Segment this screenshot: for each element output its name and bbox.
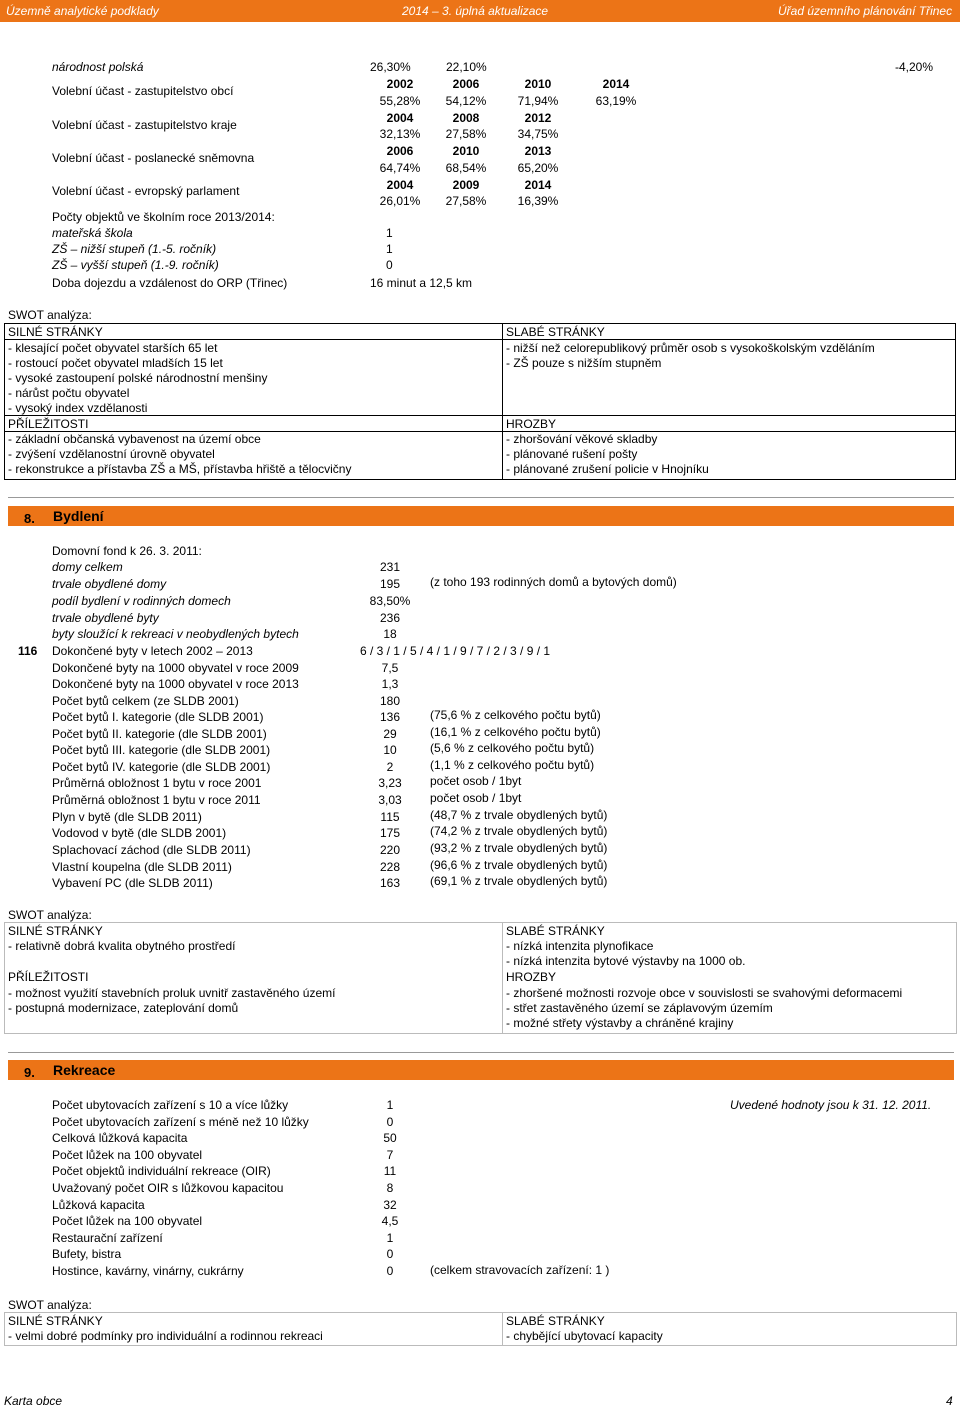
swot-divider [502, 1312, 503, 1346]
vu-evr-label: Volební účast - evropský parlament [52, 184, 240, 198]
rekreace-row-label: Počet ubytovacích zařízení s méně než 10 lůžky [52, 1115, 309, 1129]
bydleni-row-value: 6 / 3 / 1 / 5 / 4 / 1 / 9 / 7 / 2 / 3 / 9 / 1 [359, 644, 551, 658]
swot-threat: - plánované rušení pošty [506, 447, 638, 461]
swot-table [4, 922, 957, 1034]
swot-rule [4, 415, 955, 416]
bydleni-row-value: 29 [383, 727, 397, 741]
bydleni-row-note: (1,1 % z celkového počtu bytů) [430, 758, 595, 772]
footer-page-number: 4 [946, 1394, 953, 1408]
dojezd-value: 16 minut a 12,5 km [370, 276, 473, 290]
bydleni-row-note: (96,6 % z trvale obydlených bytů) [430, 858, 608, 872]
zs2-label: ZŠ – vyšší stupeň (1.-9. ročník) [52, 258, 219, 272]
bydleni-row-value: 195 [379, 577, 401, 591]
bydleni-row-value: 1,3 [381, 677, 399, 691]
swot-opportunity: - rekonstrukce a přístavba ZŠ a MŠ, přístavba hřiště a tělocvičny [8, 462, 352, 476]
bydleni-row-note: (5,6 % z celkového počtu bytů) [430, 741, 595, 755]
swot-weaknesses-head: SLABÉ STRÁNKY [506, 325, 605, 339]
rekreace-row-value: 11 [383, 1164, 397, 1178]
swot-strength: - nárůst počtu obyvatel [8, 386, 130, 400]
rekreace-row-note: (celkem stravovacích zařízení: 1 ) [430, 1263, 610, 1277]
vu-evr-val: 27,58% [445, 194, 487, 208]
bydleni-row-label: Splachovací záchod (dle SLDB 2011) [52, 843, 251, 857]
bydleni-row-label: Plyn v bytě (dle SLDB 2011) [52, 810, 202, 824]
footer-left: Karta obce [4, 1394, 63, 1408]
swot-threat: - střet zastavěného území se záplavovým územím [506, 1001, 773, 1015]
bydleni-row-label: podíl bydlení v rodinných domech [52, 594, 231, 608]
swot-title: SWOT analýza: [8, 308, 92, 322]
vu-obci-val: 55,28% [379, 94, 421, 108]
swot-weakness: - ZŠ pouze s nižším stupněm [506, 356, 662, 370]
zs1-value: 1 [386, 242, 393, 256]
swot-weaknesses-head: SLABÉ STRÁNKY [506, 924, 605, 938]
swot-strengths-head: SILNÉ STRÁNKY [8, 924, 103, 938]
dojezd-label: Doba dojezdu a vzdálenost do ORP (Třinec) [52, 276, 288, 290]
bydleni-row-note: počet osob / 1byt [430, 774, 522, 788]
bydleni-row-value: 180 [379, 694, 401, 708]
narodnost-label: národnost polská [52, 60, 144, 74]
vu-kraje-year: 2004 [386, 111, 414, 125]
bydleni-row-label: byty sloužící k rekreaci v neobydlených bytech [52, 627, 299, 641]
bydleni-row-note: (69,1 % z trvale obydlených bytů) [430, 874, 608, 888]
vu-snem-val: 68,54% [445, 161, 487, 175]
section-title: Bydlení [53, 508, 104, 524]
rekreace-row-value: 1 [386, 1098, 394, 1112]
vu-snem-val: 65,20% [517, 161, 559, 175]
vu-kraje-year: 2012 [524, 111, 552, 125]
section-number: 8. [24, 511, 35, 526]
bydleni-row-note: (48,7 % z trvale obydlených bytů) [430, 808, 608, 822]
header-left: Územně analytické podklady [6, 4, 159, 18]
swot-opportunity: - možnost využití stavebních proluk uvnitř zastavěného území [8, 986, 336, 1000]
vu-snem-label: Volební účast - poslanecké sněmovna [52, 151, 255, 165]
vu-evr-val: 26,01% [379, 194, 421, 208]
bydleni-row-label: Počet bytů IV. kategorie (dle SLDB 2001) [52, 760, 271, 774]
rekreace-row-value: 4,5 [381, 1214, 399, 1228]
header-center: 2014 – 3. úplná aktualizace [402, 4, 549, 18]
swot-threat: - možné střety výstavby a chráněné krajiny [506, 1016, 734, 1030]
section-9-bar [8, 1060, 954, 1080]
swot-threat: - plánované zrušení policie v Hnojníku [506, 462, 709, 476]
narodnost-v3: -4,20% [895, 60, 934, 74]
bydleni-row-value: 220 [379, 843, 401, 857]
ms-value: 1 [386, 226, 393, 240]
swot-table [4, 1312, 957, 1346]
vu-kraje-val: 27,58% [445, 127, 487, 141]
vu-obci-year: 2010 [524, 77, 552, 91]
bydleni-row-value: 175 [379, 826, 401, 840]
section-divider [8, 1052, 954, 1053]
rekreace-row-label: Bufety, bistra [52, 1247, 122, 1261]
rekreace-row-label: Počet lůžek na 100 obyvatel [52, 1214, 203, 1228]
bydleni-row-label: Počet bytů II. kategorie (dle SLDB 2001) [52, 727, 267, 741]
swot-strength: - relativně dobrá kvalita obytného prostředí [8, 939, 236, 953]
rekreace-row-value: 0 [386, 1247, 394, 1261]
vu-evr-year: 2014 [524, 178, 552, 192]
ms-label: mateřská škola [52, 226, 133, 240]
bydleni-row-value: 228 [379, 860, 401, 874]
swot-opportunity: - zvýšení vzdělanostní úrovně obyvatel [8, 447, 215, 461]
bydleni-row-label: trvale obydlené domy [52, 577, 167, 591]
swot-weakness: - chybějící ubytovací kapacity [506, 1329, 663, 1343]
rekreace-row-value: 32 [383, 1198, 397, 1212]
rekreace-row-label: Restaurační zařízení [52, 1231, 163, 1245]
rekreace-row-value: 7 [386, 1148, 394, 1162]
bydleni-row-label: Dokončené byty v letech 2002 – 2013 [52, 644, 253, 658]
vu-kraje-year: 2008 [452, 111, 480, 125]
swot-opportunity: - postupná modernizace, zateplování domů [8, 1001, 239, 1015]
bydleni-row-value: 10 [383, 743, 397, 757]
vu-obci-year: 2014 [602, 77, 630, 91]
bydleni-row-label: Průměrná obložnost 1 bytu v roce 2001 [52, 776, 262, 790]
rekreace-row-value: 50 [383, 1131, 397, 1145]
swot-divider [502, 922, 503, 1034]
bydleni-row-label: Dokončené byty na 1000 obyvatel v roce 2013 [52, 677, 299, 691]
swot-strengths-head: SILNÉ STRÁNKY [8, 1314, 103, 1328]
vu-evr-val: 16,39% [517, 194, 559, 208]
bydleni-row-label: trvale obydlené byty [52, 611, 159, 625]
bydleni-row-value: 136 [379, 710, 401, 724]
page-header [0, 0, 960, 22]
vu-snem-val: 64,74% [379, 161, 421, 175]
vu-obci-year: 2006 [452, 77, 480, 91]
bydleni-row-value: 231 [379, 560, 401, 574]
rekreace-row-label: Počet objektů individuální rekreace (OIR) [52, 1164, 271, 1178]
section-8-bar [8, 506, 954, 526]
swot-weakness: - nižší než celorepublikový průměr osob s vysokoškolským vzděláním [506, 341, 875, 355]
swot-divider [502, 323, 503, 480]
bydleni-row-note: (93,2 % z trvale obydlených bytů) [430, 841, 608, 855]
swot-opportunities-head: PŘÍLEŽITOSTI [8, 970, 89, 984]
bydleni-row-value: 2 [386, 760, 394, 774]
bydleni-row-label: Počet bytů I. kategorie (dle SLDB 2001) [52, 710, 264, 724]
swot-strength: - klesající počet obyvatel starších 65 let [8, 341, 218, 355]
swot-threats-head: HROZBY [506, 417, 557, 431]
vu-obci-year: 2002 [386, 77, 414, 91]
swot-strength: - rostoucí počet obyvatel mladších 15 let [8, 356, 223, 370]
bydleni-row-label: Vodovod v bytě (dle SLDB 2001) [52, 826, 227, 840]
vu-kraje-label: Volební účast - zastupitelstvo kraje [52, 118, 237, 132]
zs2-value: 0 [386, 258, 393, 272]
header-right: Úřad územního plánování Třinec [778, 4, 953, 18]
bydleni-row-value: 115 [380, 810, 400, 824]
bydleni-row-label: Počet bytů celkem (ze SLDB 2001) [52, 694, 239, 708]
bydleni-row-label: Průměrná obložnost 1 bytu v roce 2011 [52, 793, 261, 807]
pocty-label: Počty objektů ve školním roce 2013/2014: [52, 210, 275, 224]
bydleni-row-value: 3,03 [378, 793, 402, 807]
rekreace-row-label: Počet ubytovacích zařízení s 10 a více lůžky [52, 1098, 289, 1112]
bydleni-row-value: 18 [383, 627, 397, 641]
vu-snem-year: 2006 [386, 144, 414, 158]
bydleni-row-value: 7,5 [381, 661, 399, 675]
rekreace-row-value: 0 [386, 1264, 394, 1278]
bydleni-row-label: Vybavení PC (dle SLDB 2011) [52, 876, 213, 890]
rekreace-row-label: Počet lůžek na 100 obyvatel [52, 1148, 203, 1162]
vu-evr-year: 2004 [386, 178, 414, 192]
rekreace-row-label: Lůžková kapacita [52, 1198, 145, 1212]
swot-strengths-head: SILNÉ STRÁNKY [8, 325, 103, 339]
bydleni-row-value: 83,50% [369, 594, 411, 608]
vu-obci-label: Volební účast - zastupitelstvo obcí [52, 84, 234, 98]
bydleni-row-note: (16,1 % z celkového počtu bytů) [430, 725, 601, 739]
bydleni-row-note: (z toho 193 rodinných domů a bytových domů) [430, 575, 677, 589]
bydleni-row-value: 236 [379, 611, 401, 625]
swot-strength: - velmi dobré podmínky pro individuální a rodinnou rekreaci [8, 1329, 323, 1343]
bydleni-row-value: 163 [379, 876, 401, 890]
zs1-label: ZŠ – nižší stupeň (1.-5. ročník) [52, 242, 217, 256]
rekreace-row-label: Hostince, kavárny, vinárny, cukrárny [52, 1264, 244, 1278]
swot-opportunities-head: PŘÍLEŽITOSTI [8, 417, 89, 431]
swot-weakness: - nízká intenzita bytové výstavby na 1000 ob. [506, 954, 746, 968]
vu-snem-year: 2013 [524, 144, 552, 158]
side-page-number: 116 [18, 644, 38, 658]
bydleni-row-note: (74,2 % z trvale obydlených bytů) [430, 824, 608, 838]
bydleni-row-note: počet osob / 1byt [430, 791, 522, 805]
swot-opportunity: - základní občanská vybavenost na území obce [8, 432, 261, 446]
swot-rule [4, 339, 955, 340]
bydleni-row-label: Vlastní koupelna (dle SLDB 2011) [52, 860, 232, 874]
bydleni-row-value: 3,23 [378, 776, 402, 790]
bydleni-row-note: (75,6 % z celkového počtu bytů) [430, 708, 601, 722]
narodnost-v1: 26,30% [370, 60, 411, 74]
swot-weaknesses-head: SLABÉ STRÁNKY [506, 1314, 605, 1328]
narodnost-v2: 22,10% [446, 60, 487, 74]
vu-obci-val: 71,94% [517, 94, 559, 108]
swot-weakness: - nízká intenzita plynofikace [506, 939, 654, 953]
vu-kraje-val: 32,13% [379, 127, 421, 141]
rekreace-row-label: Uvažovaný počet OIR s lůžkovou kapacitou [52, 1181, 284, 1195]
vu-obci-val: 54,12% [445, 94, 487, 108]
rekreace-row-label: Celková lůžková kapacita [52, 1131, 188, 1145]
section-divider [8, 497, 954, 498]
section-number: 9. [24, 1065, 35, 1080]
vu-kraje-val: 34,75% [517, 127, 559, 141]
swot-title: SWOT analýza: [8, 1298, 92, 1312]
rekreace-note: Uvedené hodnoty jsou k 31. 12. 2011. [730, 1098, 932, 1112]
bydleni-row-label: domy celkem [52, 560, 123, 574]
swot-threat: - zhoršené možnosti rozvoje obce v souvislosti se svahovými deformacemi [506, 986, 903, 1000]
swot-strength: - vysoký index vzdělanosti [8, 401, 148, 415]
swot-title: SWOT analýza: [8, 908, 92, 922]
swot-strength: - vysoké zastoupení polské národnostní menšiny [8, 371, 268, 385]
bydleni-row-label: Počet bytů III. kategorie (dle SLDB 2001) [52, 743, 271, 757]
vu-obci-val: 63,19% [595, 94, 637, 108]
swot-threats-head: HROZBY [506, 970, 557, 984]
vu-evr-year: 2009 [452, 178, 480, 192]
vu-snem-year: 2010 [452, 144, 480, 158]
swot-threat: - zhoršování věkové skladby [506, 432, 658, 446]
rekreace-row-value: 0 [386, 1115, 394, 1129]
fond-label: Domovní fond k 26. 3. 2011: [52, 544, 202, 558]
bydleni-row-label: Dokončené byty na 1000 obyvatel v roce 2009 [52, 661, 299, 675]
rekreace-row-value: 8 [386, 1181, 394, 1195]
rekreace-row-value: 1 [386, 1231, 394, 1245]
section-title: Rekreace [53, 1062, 116, 1078]
